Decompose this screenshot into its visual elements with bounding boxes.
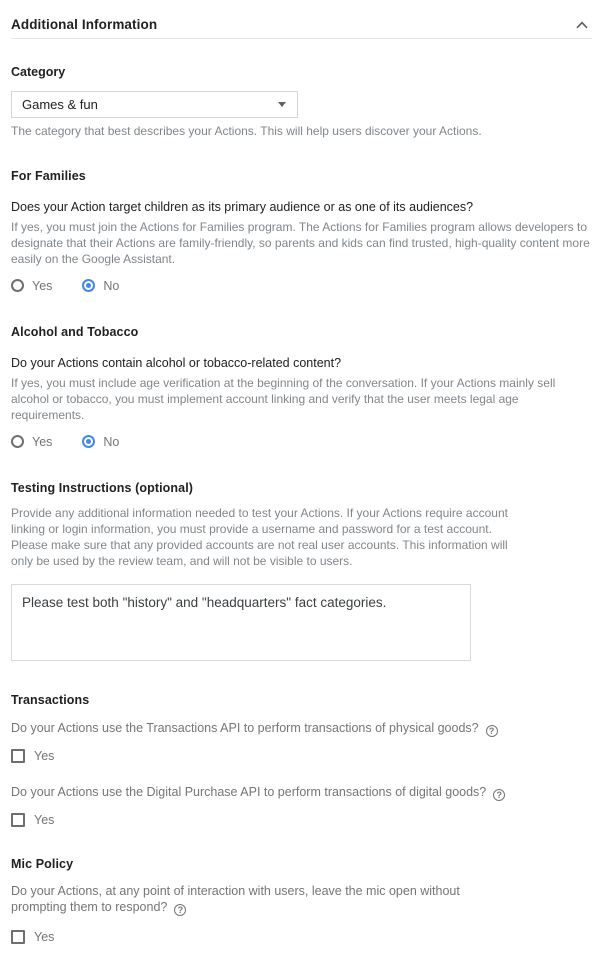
testing-instructions-helper-text: Provide any additional information needed to test your Actions. If your Actions require account linking or login information, you must provide a username and password for a test account. Please make sure that any provided accounts are not real user accounts. This information will only be used by the review team, and will not be visible to users. <box>11 506 508 568</box>
panel-title: Additional Information <box>11 16 158 32</box>
radio-unselected-icon <box>11 279 24 292</box>
mic-policy-question: Do your Actions, at any point of interaction with users, leave the mic open without prompting them to respond? <box>11 884 460 914</box>
transactions-physical-question: Do your Actions use the Transactions API to perform transactions of physical goods? <box>11 721 479 735</box>
alcohol-tobacco-helper-text: If yes, you must include age verification at the beginning of the conversation. If your Actions mainly sell alcohol or tobacco, you must implement account linking and verify that the user meets legal age requirements. <box>11 376 556 422</box>
radio-yes-label: Yes <box>32 434 53 449</box>
checkbox-unchecked-icon <box>11 813 25 827</box>
transactions-digital-question-row <box>11 784 592 801</box>
question-mark-circle-icon[interactable] <box>174 904 186 916</box>
for-families-radio-group <box>11 276 592 295</box>
for-families-question: Does your Action target children as its primary audience or as one of its audiences? <box>11 200 474 214</box>
checkbox-unchecked-icon <box>11 749 25 763</box>
alcohol-tobacco-question: Do your Actions contain alcohol or tobacco-related content? <box>11 356 342 370</box>
category-select[interactable] <box>11 91 298 118</box>
radio-selected-icon <box>82 435 95 448</box>
category-selected-value: Games & fun <box>22 97 98 112</box>
for-families-helper-text: If yes, you must join the Actions for Families program. The Actions for Families program allows developers to designate that their Actions are family-friendly, so parents and kids can find trusted, high-quality content more easily on the Google Assistant. <box>11 220 590 266</box>
transactions-heading: Transactions <box>11 693 90 707</box>
radio-unselected-icon <box>11 435 24 448</box>
radio-no-label: No <box>103 434 120 449</box>
alcohol-tobacco-radio-no[interactable] <box>82 435 119 449</box>
checkbox-yes-label: Yes <box>34 813 55 827</box>
transactions-physical-checkbox-row[interactable] <box>11 747 592 765</box>
mic-policy-checkbox-row[interactable] <box>11 928 592 946</box>
radio-selected-icon <box>82 279 95 292</box>
category-helper-text: The category that best describes your Actions. This will help users discover your Actions. <box>11 124 482 138</box>
transactions-physical-question-row <box>11 720 592 737</box>
panel-header <box>11 16 592 32</box>
question-mark-circle-icon[interactable] <box>486 725 498 737</box>
for-families-radio-yes[interactable] <box>11 279 52 293</box>
category-label: Category <box>11 65 66 79</box>
alcohol-tobacco-radio-group <box>11 432 592 451</box>
for-families-heading: For Families <box>11 169 86 183</box>
for-families-radio-no[interactable] <box>82 279 119 293</box>
alcohol-tobacco-radio-yes[interactable] <box>11 435 52 449</box>
alcohol-tobacco-heading: Alcohol and Tobacco <box>11 325 139 339</box>
checkbox-yes-label: Yes <box>34 930 55 944</box>
checkbox-yes-label: Yes <box>34 749 55 763</box>
caret-down-icon <box>278 102 286 107</box>
question-mark-circle-icon[interactable] <box>493 789 505 801</box>
collapse-section-button[interactable] <box>572 16 592 32</box>
checkbox-unchecked-icon <box>11 930 25 944</box>
header-divider <box>11 38 592 39</box>
testing-instructions-heading: Testing Instructions (optional) <box>11 481 194 495</box>
mic-policy-heading: Mic Policy <box>11 857 74 871</box>
chevron-up-icon <box>576 17 588 32</box>
mic-policy-question-row <box>11 883 493 916</box>
radio-yes-label: Yes <box>32 278 53 293</box>
radio-no-label: No <box>103 278 120 293</box>
testing-instructions-input[interactable] <box>11 584 471 661</box>
transactions-digital-checkbox-row[interactable] <box>11 811 592 829</box>
transactions-digital-question: Do your Actions use the Digital Purchase API to perform transactions of digital goods? <box>11 785 487 799</box>
